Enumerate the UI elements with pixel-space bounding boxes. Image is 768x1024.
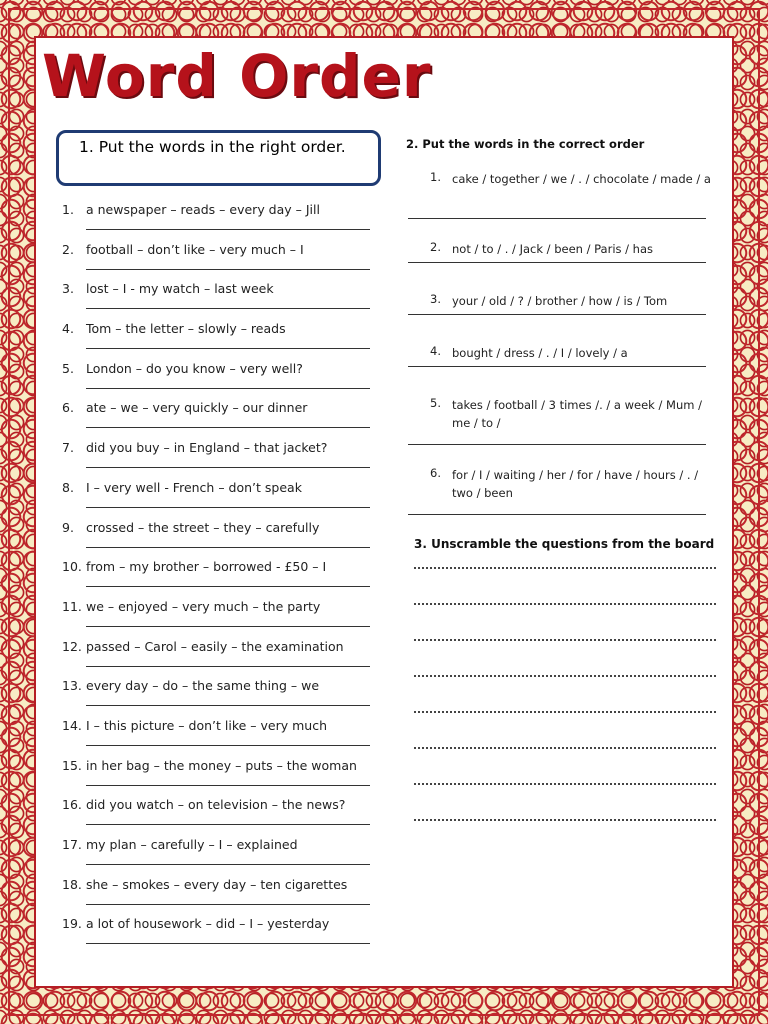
answer-line[interactable] — [408, 218, 706, 219]
list-item — [60, 478, 380, 518]
answer-line[interactable] — [86, 626, 370, 627]
item-number: 2. — [430, 240, 441, 254]
answer-line[interactable] — [86, 586, 370, 587]
item-number: 2. — [62, 241, 74, 257]
item-words: passed – Carol – easily – the examination — [86, 638, 344, 654]
item-words: every day – do – the same thing – we — [86, 678, 320, 694]
list-item — [60, 835, 380, 875]
item-number: 10. — [62, 559, 82, 575]
list-item — [60, 240, 380, 280]
dotted-answer-line[interactable] — [414, 819, 716, 821]
item-number: 4. — [62, 321, 74, 337]
item-words: Tom – the letter – slowly – reads — [86, 321, 286, 337]
item-words: she – smokes – every day – ten cigarettes — [86, 876, 348, 892]
item-number: 7. — [62, 440, 74, 456]
dotted-answer-line[interactable] — [414, 783, 716, 785]
item-words: cake / together / we / . / chocolate / made / a — [452, 172, 711, 186]
item-number: 18. — [62, 876, 82, 892]
answer-line[interactable] — [86, 824, 370, 825]
item-words: did you buy – in England – that jacket? — [86, 440, 328, 456]
item-number: 4. — [430, 344, 441, 358]
item-words: your / old / ? / brother / how / is / Tom — [452, 294, 668, 308]
item-number: 16. — [62, 797, 82, 813]
answer-line[interactable] — [86, 348, 370, 349]
list-item — [60, 438, 380, 478]
answer-line[interactable] — [408, 262, 706, 263]
item-words: lost – I - my watch – last week — [86, 281, 274, 297]
list-item — [60, 875, 380, 915]
item-words: bought / dress / . / I / lovely / a — [452, 346, 628, 360]
section1-list — [60, 200, 380, 954]
item-number: 1. — [62, 202, 74, 217]
dotted-answer-line[interactable] — [414, 639, 716, 641]
list-item — [60, 756, 380, 796]
item-words: London – do you know – very well? — [86, 360, 303, 376]
answer-line[interactable] — [86, 308, 370, 309]
dotted-answer-line[interactable] — [414, 711, 716, 713]
list-item — [60, 795, 380, 835]
item-words: from – my brother – borrowed - £50 – I — [86, 559, 327, 575]
dotted-answer-line[interactable] — [414, 747, 716, 749]
item-number: 13. — [62, 678, 82, 694]
answer-line[interactable] — [86, 388, 370, 389]
dotted-answer-line[interactable] — [414, 567, 716, 569]
list-item — [60, 518, 380, 558]
item-number: 12. — [62, 638, 82, 654]
answer-line[interactable] — [86, 427, 370, 428]
list-item — [60, 398, 380, 438]
list-item — [60, 637, 380, 677]
answer-line[interactable] — [86, 547, 370, 548]
item-number: 8. — [62, 479, 74, 495]
item-words: for / I / waiting / her / for / have / hours / . / two / been — [452, 468, 699, 500]
list-item — [60, 279, 380, 319]
dotted-answer-line[interactable] — [414, 675, 716, 677]
item-words: crossed – the street – they – carefully — [86, 519, 320, 535]
section2-heading: 2. Put the words in the correct order — [406, 137, 645, 151]
list-item — [60, 557, 380, 597]
answer-line[interactable] — [86, 745, 370, 746]
item-number: 5. — [62, 360, 74, 376]
item-words: takes / football / 3 times /. / a week / Mum / me / to / — [452, 398, 702, 430]
item-number: 14. — [62, 717, 82, 733]
list-item — [60, 676, 380, 716]
item-number: 15. — [62, 757, 82, 773]
item-words: a newspaper – reads – every day – Jill — [86, 202, 320, 217]
list-item — [60, 359, 380, 399]
item-words: a lot of housework – did – I – yesterday — [86, 916, 330, 932]
list-item — [60, 597, 380, 637]
answer-line[interactable] — [86, 705, 370, 706]
answer-line[interactable] — [408, 366, 706, 367]
item-words: in her bag – the money – puts – the woman — [86, 757, 357, 773]
list-item — [60, 716, 380, 756]
answer-line[interactable] — [86, 269, 370, 270]
answer-line[interactable] — [86, 864, 370, 865]
item-words: not / to / . / Jack / been / Paris / has — [452, 242, 654, 256]
answer-line[interactable] — [408, 514, 706, 515]
item-words: ate – we – very quickly – our dinner — [86, 400, 308, 416]
item-words: my plan – carefully – I – explained — [86, 837, 298, 852]
page-title: Word Order — [42, 42, 432, 110]
item-words: we – enjoyed – very much – the party — [86, 598, 321, 614]
item-words: I – very well - French – don’t speak — [86, 479, 302, 495]
item-words: I – this picture – don’t like – very much — [86, 717, 327, 733]
answer-line[interactable] — [86, 666, 370, 667]
item-number: 6. — [430, 466, 441, 480]
item-words: football – don’t like – very much – I — [86, 241, 304, 257]
dotted-answer-line[interactable] — [414, 603, 716, 605]
answer-line[interactable] — [86, 507, 370, 508]
item-number: 3. — [430, 292, 441, 306]
item-number: 5. — [430, 396, 441, 410]
list-item — [60, 200, 380, 240]
item-number: 17. — [62, 837, 82, 852]
item-number: 6. — [62, 400, 74, 416]
section3-heading: 3. Unscramble the questions from the board — [414, 537, 715, 551]
item-words: did you watch – on television – the news? — [86, 797, 346, 813]
list-item — [60, 914, 380, 954]
section1-heading-box: 1. Put the words in the right order. — [56, 130, 381, 186]
answer-line[interactable] — [408, 314, 706, 315]
answer-line[interactable] — [86, 904, 370, 905]
answer-line[interactable] — [86, 785, 370, 786]
item-number: 9. — [62, 519, 74, 535]
answer-line[interactable] — [86, 229, 370, 230]
item-number: 11. — [62, 598, 82, 614]
answer-line[interactable] — [86, 943, 370, 944]
item-number: 19. — [62, 916, 82, 932]
answer-line[interactable] — [408, 444, 706, 445]
item-number: 3. — [62, 281, 74, 297]
answer-line[interactable] — [86, 467, 370, 468]
item-number: 1. — [430, 170, 441, 184]
list-item — [60, 319, 380, 359]
